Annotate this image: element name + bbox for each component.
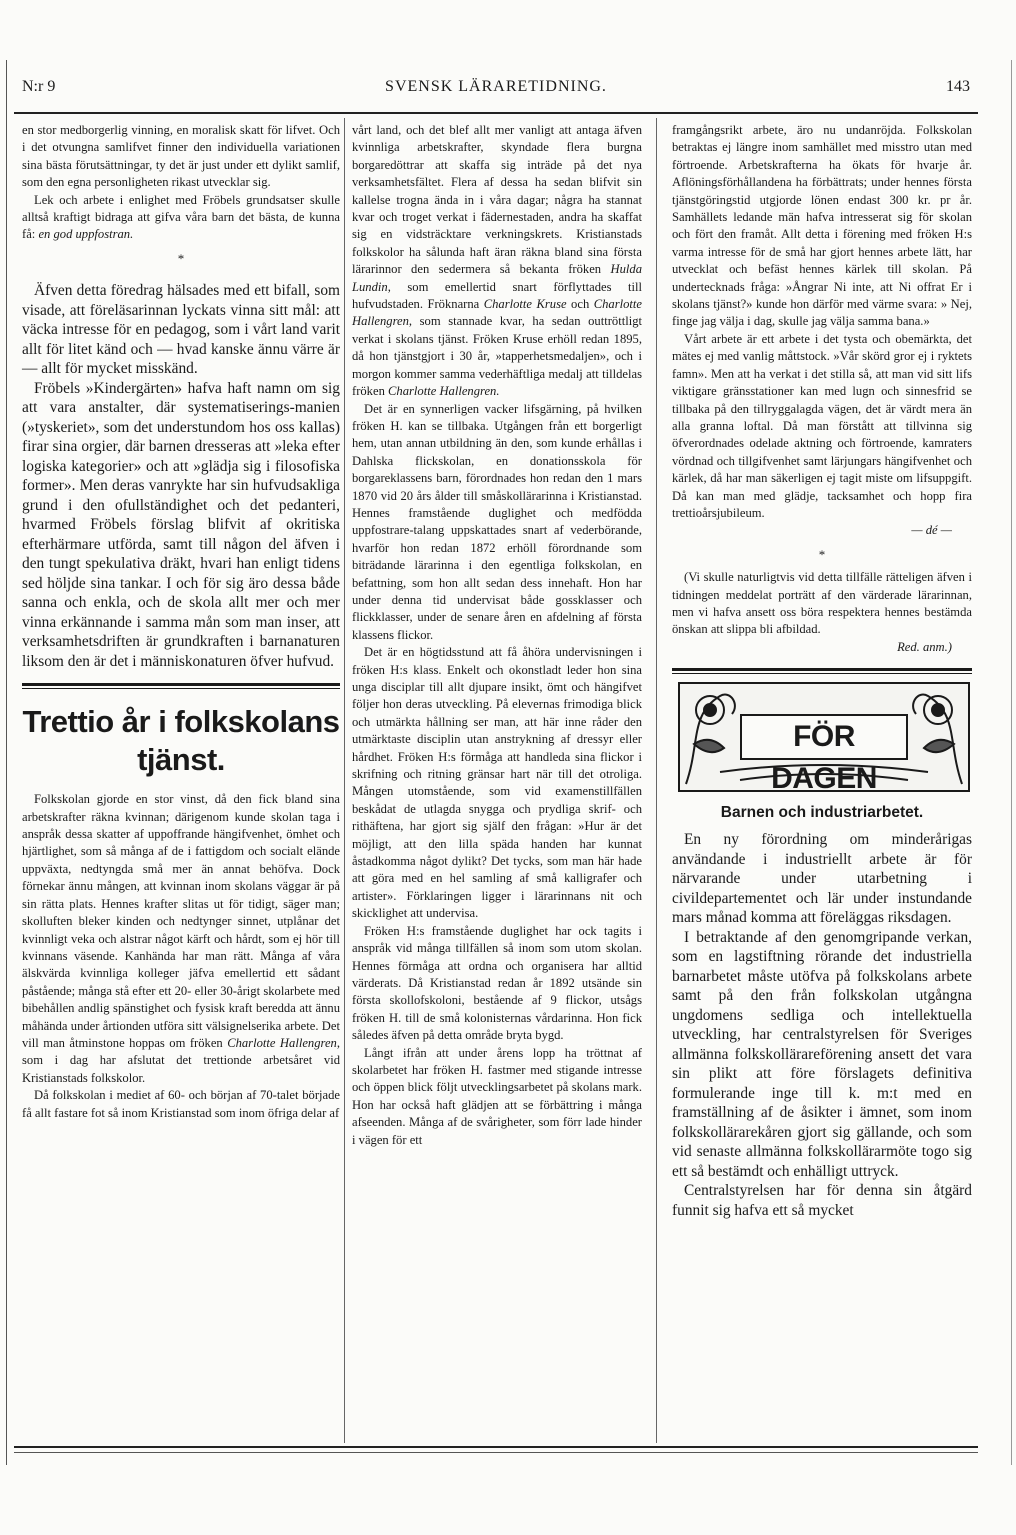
paragraph: en stor medborgerlig vinning, en moralisk skatt för lifvet. Och i det otvungna samlifvet finner den individuella variationen sina bästa förutsättningar, ty det är just under ett dylikt samlif, som den egna personligheten rikast utvecklar sig. [22, 123, 340, 190]
paragraph: Fröbels »Kindergärten» hafva haft namn om sig att vara anstalter, där systematiserings-manien (»tyskeriet», som det understundom hos oss kallas) firar sina orgier, där barnen dresseras att »leka efter logiska kategorier» och att »glädja sig i filosofiska former». Men deras vanrykte har sin hufvudsakliga grund i den ofullständighet och det pedanteri, hvarmed Fröbels förslag blifvit af okritiska efterhärmare utförda, samt till någon del äfven i den tungt spekulativa dräkt, hvari han enligt tidens sed höljde sina tankar. I och för sig äro dessa både sanna och enkla, och de skola allt mer och mer vinna erkännande i samma mån som man inser, att verksamhetsdriften är grundkraften i barnanaturen liksom den är det i människonaturen öfver hufvud. [22, 379, 340, 670]
section-rule [22, 683, 340, 689]
column-3 [672, 122, 972, 1220]
editor-note: (Vi skulle naturligtvis vid detta tillfälle rätteligen äfven i tidningen meddelat porträtt af den värderade lärarinnan, men vi hafva ansett oss böra respektera hennes bestämda önskan att slippa bli afbildad. [672, 570, 972, 637]
column-divider [344, 118, 345, 1443]
column-1 [22, 122, 340, 1122]
header-rule [14, 112, 978, 114]
paragraph: Då folkskolan i mediet af 60- och början af 70-talet började få allt fastare fot så inom Kristianstad som inom öfriga delar af [22, 1088, 340, 1120]
paragraph: Det är en synnerligen vacker lifsgärning, på hvilken fröken H. kan se tillbaka. Utgången från ett borgerligt hem, utan annan utbildning än den, som kunde erhållas i Dahlska flickskolan, en donationsskola för borgareklassens barn, förordnades hon redan den 1 mars 1870 vid 20 års ålder till småskollärarinna i Kristianstad. Hennes framstående duglighet och medfödda uppfostrare-talang uppskattades snart af vederbörande, hvarför hon redan 1872 erhöll förordnande som biträdande lärarinna i den egentliga folkskolan, en befattning, som hon allt sedan dess innehaft. Hon har under denna tid undervisat både gossklasser och flickklasser, under de senare åren en afdelning af första klassens flickor. [352, 401, 642, 642]
paragraph: vårt land, och det blef allt mer vanligt att antaga äfven kvinnliga arbetskrafter, skyndade flera burgna borgaredöttrar att skaffa sig inträde på det nya verksamhetsfältet. Flera af dessa ha sedan blifvit sin kallelse trogna ända in i våra dagar; några ha stannat kvar och troget verkat i fädernestaden, andra ha skaffat sig en vidsträcktare verkningskrets. Kristianstads folkskolor ha sålunda haft äran räkna bland sina första lärarinnor den sedermera så bekanta fröken Hulda Lundin, som emellertid snart förflyttades till hufvudstaden. Fröknarna Charlotte Kruse och Charlotte Hallengren, som stannade kvar, ha sedan outtröttligt verkat i skolans tjänst. Fröken Kruse erhöll redan 1895, då hon tjänstgjort i 30 år, »tapperhetsmedaljen», och i morgon kommer samma vederhäftliga medalj att tilldelas fröken Charlotte Hallengren. [352, 123, 643, 399]
editor-note-signature: Red. anm.) [897, 639, 952, 654]
paragraph: Det är en högtidsstund att få åhöra undervisningen i fröken H:s klass. Enkelt och okonstladt leder hon sina unga disciplar till allt djupare insikt, ömt och hängifvet följer hon deras utveckling. På elevernas frimodiga blick och utmärkta hållning ser man, att här inne råder den utmärktaste disciplin utan anstrykning af dressyr eller hårdhet. Fröken H:s förmåga att handleda sina flickor i skrifning och ritning gränsar hart när till det otroliga. Mången utomstående, som vid examenstillfällen beskådat de utlagda snygga och prydliga skrif- och rithäftena, har gjort sig själf den frågan: »Hur är det möjligt, att den lilla späda handen har kunnat åstadkomma något dylikt? Det tycks, som man här hade att göra med en hel samling af små kalligrafer och artister». Förklaringen ligger i lärarinnans nit och skicklighet att undervisa. [352, 645, 642, 921]
paragraph: Folkskolan gjorde en stor vinst, då den fick bland sina arbetskrafter räkna kvinnan; därigenom kunde skolan taga i anspråk dessa skatter af uppoffrande hängifvenhet, ömhet och hjärtlighet, som så många af de i fattigdom och socialt elände uppväxta, nedtyngda små mer än annat behöfva. Dock förnekar ännu mången, att kvinnan inom skolans väggar är på sin rätta plats. Hennes krafter slitas ut för tidigt, säger man; skolluften bleker kinden och nedtynger sinnet, utplånar det kvinnligt veka och alstrar något kärft och hårdt, som ej hör till kvinnans väsende. Kanhända har man rätt. Många af våra älskvärda kvinnliga kolleger jäfva emellertid ett sådant påstående; många stå efter ett 20- eller 30-årigt skolarbete med bibehållen andlig spänstighet och fysisk kraft beredda att ännu måhända under årtionden utföra sitt välsignelserika arbete. Det vill man åtminstone hoppas om fröken Charlotte Hallengren, som i dag har afslutat det trettionde arbetsåret vid Kristianstads folkskolor. [22, 792, 340, 1085]
for-dagen-banner [678, 682, 970, 796]
column-divider [656, 118, 657, 1443]
section-subtitle: Barnen och industriarbetet. [720, 804, 924, 822]
paragraph: Lek och arbete i enlighet med Fröbels grundsatser skulle alltså kraftigt bidraga att gifva våra barn det bästa, de kunna få: en god uppfostran. [22, 192, 340, 242]
paragraph: I betraktande af den genomgripande verkan, som en lagstiftning rörande det industriella barnarbetet måste utöfva på folkskolans arbete samt på den från folkskolan utgångna ungdomens sedliga och intellektuella utveckling, har centralstyrelsen för Sveriges allmänna folkskollärareförening ansett det vara sin plikt att före förslagets definitiva formulerande inge till k. m:t med en framställning af de åsikter i ämnet, som inom folkskollärarekåren gjort sig gällande, och som vid senaste allmänna folkskollärarmöte togo sig ett så bestämdt och enhälligt uttryck. [672, 928, 972, 1180]
column-2 [352, 122, 642, 1149]
issue-number: N:r 9 [22, 78, 56, 95]
article-title: Trettio år i folkskolans tjänst. [22, 704, 340, 778]
paragraph: En ny förordning om minderårigas användande i industriellt arbete är för närvarande under utarbetning i civildepartementet och lär under instundande mars månad komma att föreläggas riksdagen. [672, 831, 972, 927]
paragraph: Vårt arbete är ett arbete i det tysta och obemärkta, det mätes ej med vanlig måttstock. »Vår skörd gror ej i ryktets famn». Men att ha verkat i det stilla så, att man vid sitt lifs viktigare gränsstationer kan med lugn och sinnesfrid se tillbaka på den tillryggalagda vägen, det är värdt mera än alla granna loftal. Då man förstått att tillvinna sig öfverordnades odelade aktning och förtroende, kamraters vördnad och tillgifvenhet samt lärjungars hängifvenhet och kärlek, då har man säkerligen ej tagit miste om lifsuppgift. Då kan man med glädje, tacksamhet och hopp fira trettioårsjubileum. [672, 331, 972, 520]
page-header [22, 78, 970, 100]
separator-star: * [177, 250, 185, 266]
paragraph: framgångsrikt arbete, äro nu undanröjda. Folkskolan betraktas ej längre inom samhället med misstro utan med förtroende. Arbetskrafterna ha ökats för hvarje år. Aflöningsförhållandena ha förbättrats; under hennes första tjänstgöringstid utgjorde lönen endast 300 kr. pr år. Samhällets ledande män hafva intresserat sig för skolan och fört den framåt. Allt detta i förening med fröken H:s varma intresse för de små har gjort hennes arbete lätt, har utvecklat och befäst hennes kärlek till skolan. På undertecknads fråga: »Ångrar Ni inte, att Ni offrat Er i skolans tjänst?» kunde hon därför med värme svara: » Nej, finge jag välja i dag, skulle jag välja samma bana.» [672, 123, 972, 329]
paragraph: Långt ifrån att under årens lopp ha tröttnat af skolarbetet har fröken H. fastmer med stigande intresse och öppen blick följt utvecklingsarbetet på skolans mark. Hon har också haft glädjen att se förbättring i många afseenden. Många af de svårigheter, som förr lade hinder i vägen för ett [352, 1045, 642, 1147]
footer-rule [14, 1452, 978, 1453]
paragraph: Fröken H:s framstående duglighet har ock tagits i anspråk vid många tillfällen så inom som utom skolan. Hennes förmåga att ordna och organisera har alltid värderats. Då Kristianstad redan år 1892 utsände sin första skollofskoloni, bestående af 9 flickor, utsågs fröken H. till de små kolonisternas vårdarinna. Hon fick således äfven på detta område bryta bygd. [352, 923, 642, 1043]
author-signature: — dé — [911, 523, 952, 538]
section-rule [672, 668, 972, 674]
banner-title: FÖR DAGEN [740, 714, 908, 760]
paragraph: Äfven detta föredrag hälsades med ett bifall, som visade, att föreläsarinnan lyckats vinna sitt mål: att väcka intresse för en pedagog, som i vårt land varit allt för litet känd och — hvad kanske ännu värre är — allt för mycket misskänd. [22, 282, 340, 378]
page-number: 143 [946, 78, 970, 95]
footer-rule [14, 1446, 978, 1448]
newspaper-title: SVENSK LÄRARETIDNING. [385, 78, 607, 95]
separator-star: * [818, 546, 826, 562]
paragraph: Centralstyrelsen har för denna sin åtgärd funnit sig hafva ett så mycket [672, 1182, 972, 1219]
